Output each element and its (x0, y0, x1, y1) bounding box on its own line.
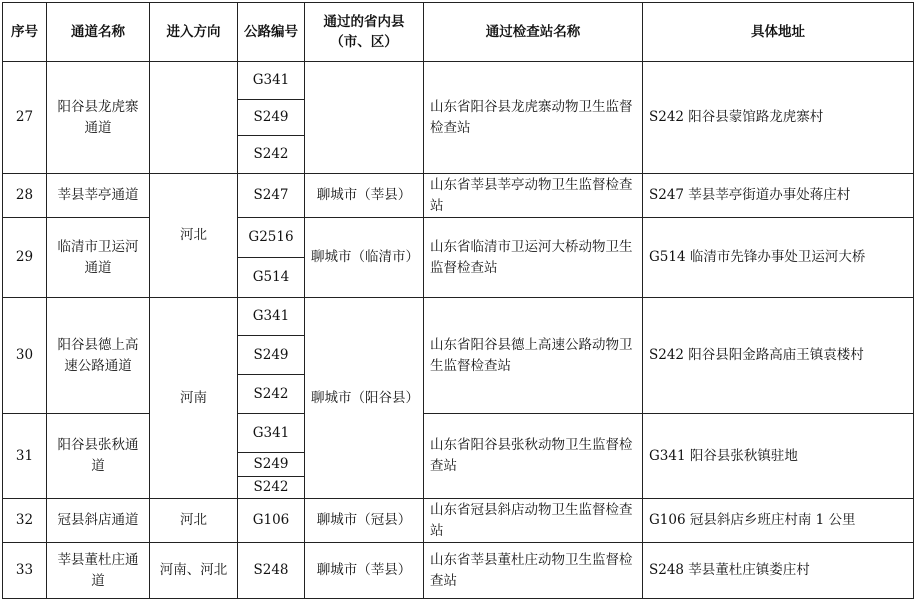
channel-name: 临清市卫运河通道 (47, 218, 150, 298)
county: 聊城市（临清市） (305, 218, 424, 298)
station-name: 山东省临清市卫运河大桥动物卫生监督检查站 (424, 218, 643, 298)
table-row (3, 218, 914, 258)
road-no: S249 (238, 100, 305, 136)
address: G106 冠县斜店乡班庄村南 1 公里 (643, 499, 914, 543)
row-no: 33 (3, 543, 47, 599)
header-county: 通过的省内县（市、区） (305, 3, 424, 62)
county: 聊城市（莘县） (305, 174, 424, 218)
direction (150, 62, 238, 174)
address: S247 莘县莘亭街道办事处蒋庄村 (643, 174, 914, 218)
direction: 河南 (150, 298, 238, 499)
road-no: G341 (238, 414, 305, 453)
header-direction: 进入方向 (150, 3, 238, 62)
road-no: G341 (238, 298, 305, 336)
channel-name: 莘县董杜庄通道 (47, 543, 150, 599)
header-address: 具体地址 (643, 3, 914, 62)
row-no: 28 (3, 174, 47, 218)
header-station: 通过检查站名称 (424, 3, 643, 62)
direction: 河北 (150, 499, 238, 543)
table-row (3, 414, 914, 453)
station-name: 山东省阳谷县龙虎寨动物卫生监督检查站 (424, 62, 643, 174)
address: S242 阳谷县蒙馆路龙虎寨村 (643, 62, 914, 174)
table-row (3, 174, 914, 218)
table-row (3, 543, 914, 599)
header-channel-name: 通道名称 (47, 3, 150, 62)
address: S242 阳谷县阳金路高庙王镇袁楼村 (643, 298, 914, 414)
row-no: 30 (3, 298, 47, 414)
address: G341 阳谷县张秋镇驻地 (643, 414, 914, 499)
station-name: 山东省阳谷县张秋动物卫生监督检查站 (424, 414, 643, 499)
county: 聊城市（阳谷县） (305, 298, 424, 499)
station-name: 山东省莘县董杜庄动物卫生监督检查站 (424, 543, 643, 599)
channel-name: 冠县斜店通道 (47, 499, 150, 543)
road-no: S247 (238, 174, 305, 218)
road-no: S242 (238, 136, 305, 174)
row-no: 27 (3, 62, 47, 174)
road-no: S242 (238, 375, 305, 414)
county: 聊城市（冠县） (305, 499, 424, 543)
row-no: 31 (3, 414, 47, 499)
address: G514 临清市先锋办事处卫运河大桥 (643, 218, 914, 298)
row-no: 29 (3, 218, 47, 298)
checkpoint-table (2, 2, 914, 599)
table-row (3, 62, 914, 100)
county (305, 62, 424, 174)
road-no: S242 (238, 477, 305, 499)
channel-name: 阳谷县龙虎寨通道 (47, 62, 150, 174)
channel-name: 莘县莘亭通道 (47, 174, 150, 218)
table-row (3, 298, 914, 336)
header-no: 序号 (3, 3, 47, 62)
direction: 河南、河北 (150, 543, 238, 599)
road-no: S248 (238, 543, 305, 599)
road-no: G341 (238, 62, 305, 100)
road-no: S249 (238, 453, 305, 477)
channel-name: 阳谷县德上高速公路通道 (47, 298, 150, 414)
road-no: S249 (238, 336, 305, 375)
direction: 河北 (150, 174, 238, 298)
county: 聊城市（莘县） (305, 543, 424, 599)
station-name: 山东省莘县莘亭动物卫生监督检查站 (424, 174, 643, 218)
header-row (3, 3, 914, 62)
station-name: 山东省冠县斜店动物卫生监督检查站 (424, 499, 643, 543)
channel-name: 阳谷县张秋通道 (47, 414, 150, 499)
header-road-no: 公路编号 (238, 3, 305, 62)
row-no: 32 (3, 499, 47, 543)
road-no: G2516 (238, 218, 305, 258)
road-no: G514 (238, 258, 305, 298)
road-no: G106 (238, 499, 305, 543)
station-name: 山东省阳谷县德上高速公路动物卫生监督检查站 (424, 298, 643, 414)
table-row (3, 499, 914, 543)
address: S248 莘县董杜庄镇娄庄村 (643, 543, 914, 599)
